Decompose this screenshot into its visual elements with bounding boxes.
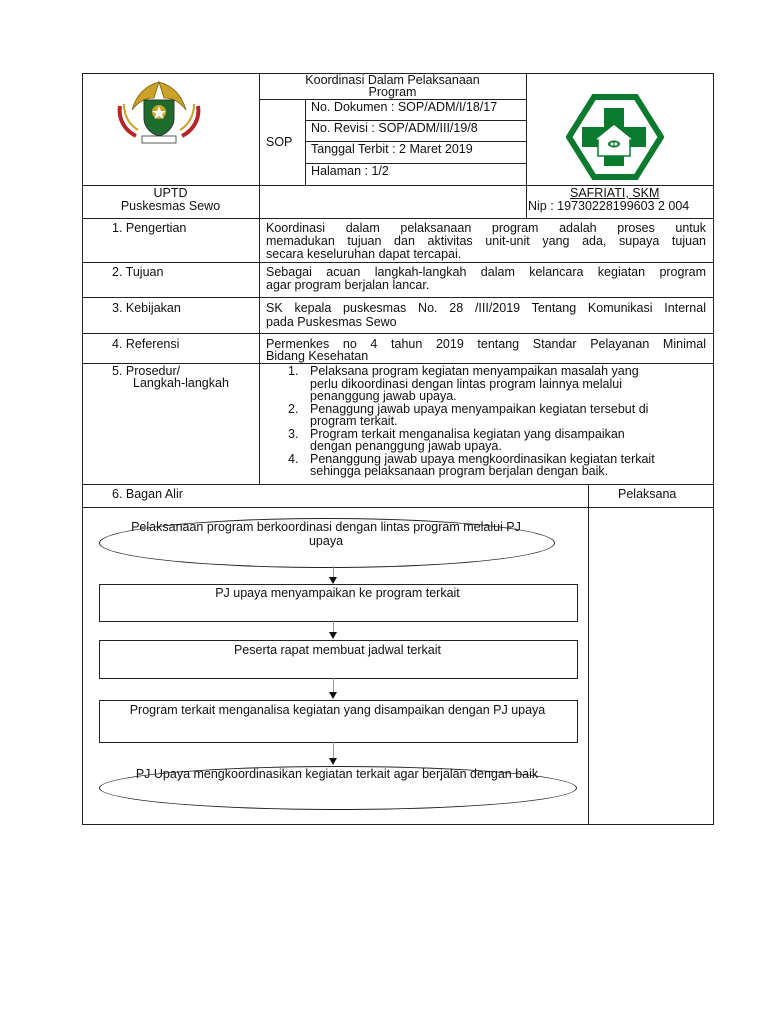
row-label-prosedur-2: Langkah-langkah xyxy=(133,376,229,390)
flow-step4-text: Program terkait menganalisa kegiatan yang disampaikan dengan PJ upaya xyxy=(129,703,546,717)
kebijakan-line1: SK kepala puskesmas No. 28 /III/2019 Tentang Komunikasi Internal xyxy=(266,301,706,315)
sop-col-divider xyxy=(305,99,306,186)
step-text-line: Program terkait menganalisa kegiatan yang disampaikan xyxy=(310,426,625,441)
kebijakan-line2: pada Puskesmas Sewo xyxy=(266,315,397,329)
tujuan-line2: agar program berjalan lancar. xyxy=(266,278,430,292)
signer-nip: Nip : 19730228199603 2 004 xyxy=(528,199,690,213)
row-label-pengertian: 1. Pengertian xyxy=(112,221,187,235)
flow-arrow-4 xyxy=(333,742,334,759)
meta-halaman: Halaman : 1/2 xyxy=(311,164,389,178)
step-text-line: Pelaksana program kegiatan menyampaikan masalah yang xyxy=(310,364,639,378)
flow-step3-text: Peserta rapat membuat jadwal terkait xyxy=(233,643,442,657)
pelaksana-col-divider xyxy=(588,485,589,825)
step-text-line: Penanggung jawab upaya mengkoordinasikan kegiatan terkait xyxy=(310,451,655,466)
prosedur-step-1 xyxy=(260,365,655,403)
sop-label: SOP xyxy=(266,135,293,149)
right-logo xyxy=(566,94,664,180)
puskesmas-logo-icon xyxy=(566,94,664,180)
org-row-bottom xyxy=(82,218,714,219)
doc-title-line2: Program xyxy=(368,85,417,99)
pelaksana-header: Pelaksana xyxy=(618,487,677,501)
step-number: 1. xyxy=(288,364,299,378)
referensi-line1: Permenkes no 4 tahun 2019 tentang Standar Pelayanan Minimal xyxy=(266,337,706,351)
soppeng-emblem-icon xyxy=(114,76,204,146)
row-label-prosedur-1: 5. Prosedur/ xyxy=(112,364,181,378)
step-text-line: sehingga pelaksanaan program berjalan dengan baik. xyxy=(310,464,609,478)
step-number: 4. xyxy=(288,451,299,466)
table-bottom-border xyxy=(82,824,714,825)
doc-title-line1: Koordinasi Dalam Pelaksanaan xyxy=(305,73,480,87)
row-bagan-bottom xyxy=(82,507,714,508)
org-unit-label: UPTD xyxy=(153,186,188,200)
meta-tanggal-terbit: Tanggal Terbit : 2 Maret 2019 xyxy=(311,142,473,156)
table-right-border xyxy=(713,73,714,825)
flow-arrowhead-2 xyxy=(329,632,337,639)
pengertian-line2: memadukan tujuan dan aktivitas unit-unit yang ada, supaya tujuan xyxy=(266,234,706,248)
prosedur-step-4 xyxy=(260,453,655,478)
row-prosedur-bottom xyxy=(82,484,714,485)
step-text-line: perlu dikoordinasi dengan lintas program lainnya melalui xyxy=(310,376,622,391)
prosedur-step-3 xyxy=(260,428,655,453)
org-name-label: Puskesmas Sewo xyxy=(120,199,221,213)
pengertian-line3: secara keseluruhan dapat tercapai. xyxy=(266,247,462,261)
flow-arrowhead-4 xyxy=(329,758,337,765)
step-text-line: dengan penanggung jawab upaya. xyxy=(310,439,502,453)
step-number: 2. xyxy=(288,401,299,416)
step-text-line: Penaggung jawab upaya menyampaikan kegiatan tersebut di xyxy=(310,401,649,416)
row-pengertian-bottom xyxy=(82,262,714,263)
flow-step5-text: PJ Upaya mengkoordinasikan kegiatan terkait agar berjalan dengan baik xyxy=(135,767,539,781)
meta-no-dokumen: No. Dokumen : SOP/ADM/I/18/17 xyxy=(311,100,498,114)
step-text-line: program terkait. xyxy=(310,414,398,428)
row-label-referensi: 4. Referensi xyxy=(112,337,180,351)
prosedur-step-2 xyxy=(260,403,655,428)
tujuan-line1: Sebagai acuan langkah-langkah dalam kelancara kegiatan program xyxy=(266,265,706,279)
table-left-border xyxy=(82,73,83,825)
row-label-bagan-alir: 6. Bagan Alir xyxy=(112,487,183,501)
prosedur-steps-list xyxy=(260,365,655,478)
flow-step1-text-2: upaya xyxy=(308,534,344,548)
flow-arrowhead-1 xyxy=(329,577,337,584)
flow-step2-text: PJ upaya menyampaikan ke program terkait xyxy=(215,586,460,600)
flow-step1-text: Pelaksanaan program berkoordinasi dengan lintas program melalui PJ xyxy=(131,520,521,534)
step-text-line: penanggung jawab upaya. xyxy=(310,389,457,403)
meta-no-revisi: No. Revisi : SOP/ADM/III/19/8 xyxy=(311,121,478,135)
flow-arrow-3 xyxy=(333,678,334,693)
row-tujuan-bottom xyxy=(82,297,714,298)
row-label-tujuan: 2. Tujuan xyxy=(112,265,164,279)
referensi-line2: Bidang Kesehatan xyxy=(266,349,369,363)
signer-name: SAFRIATI, SKM xyxy=(570,186,660,200)
left-logo xyxy=(114,76,204,146)
row-label-kebijakan: 3. Kebijakan xyxy=(112,301,181,315)
pengertian-line1: Koordinasi dalam pelaksanaan program adalah proses untuk xyxy=(266,221,706,235)
row-kebijakan-bottom xyxy=(82,333,714,334)
step-number: 3. xyxy=(288,426,299,441)
meta-col-divider xyxy=(526,73,527,219)
flow-arrowhead-3 xyxy=(329,692,337,699)
